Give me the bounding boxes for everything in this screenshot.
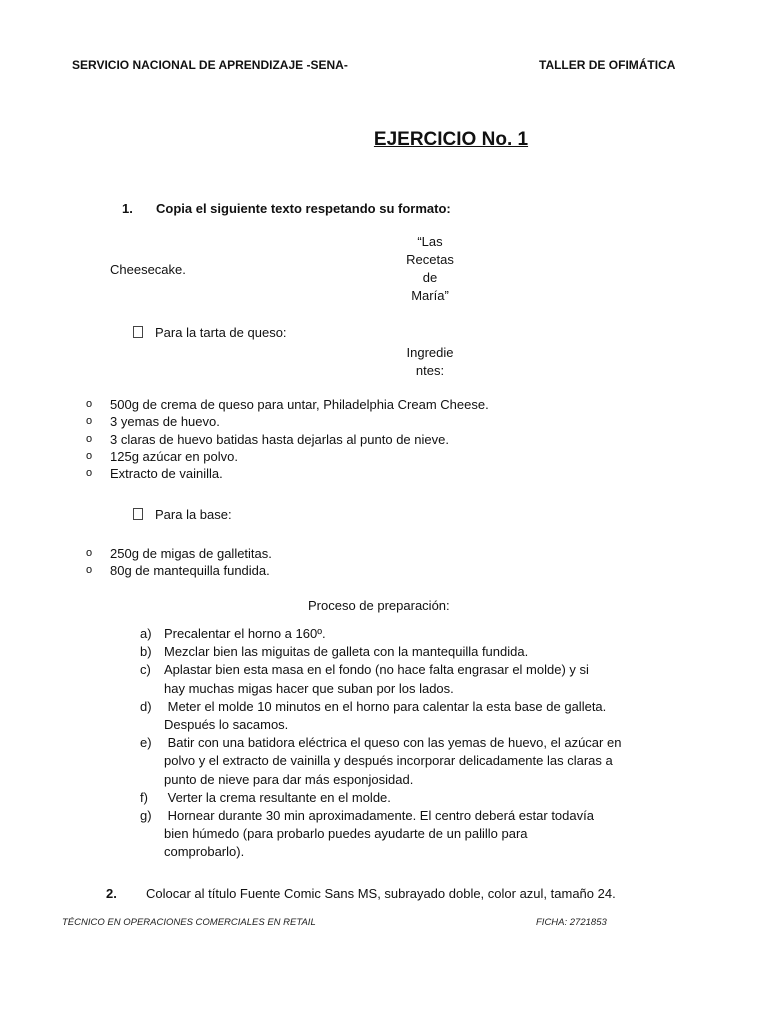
filling-heading-text: Para la tarta de queso:	[155, 325, 287, 340]
step-text: Batir con una batidora eléctrica el queso con las yemas de huevo, el azúcar en	[164, 735, 622, 751]
recipe-title-line: Recetas	[406, 252, 454, 267]
square-bullet-icon	[133, 508, 143, 520]
step-letter: e)	[140, 735, 152, 751]
question-2-text: Colocar al título Fuente Comic Sans MS, subrayado doble, color azul, tamaño 24.	[146, 886, 616, 901]
step-item	[140, 698, 621, 734]
question-2	[106, 886, 616, 901]
base-heading-text: Para la base:	[155, 507, 232, 522]
list-item	[86, 413, 489, 430]
circle-bullet-icon: o	[86, 398, 93, 410]
ingredients-label	[392, 344, 468, 380]
ingredients-line: ntes:	[415, 363, 445, 378]
list-item-text: 250g de migas de galletitas.	[110, 546, 272, 561]
step-item	[140, 789, 621, 807]
recipe-title	[392, 233, 468, 305]
question-1-text: Copia el siguiente texto respetando su formato:	[156, 201, 451, 216]
step-item	[140, 734, 621, 789]
step-letter: a)	[140, 626, 152, 641]
step-text: Precalentar el horno a 160º.	[164, 626, 326, 641]
list-item-text: 500g de crema de queso para untar, Philadelphia Cream Cheese.	[110, 397, 489, 412]
step-item	[140, 625, 621, 643]
step-text: Hornear durante 30 min aproximadamente. El centro deberá estar todavía	[164, 808, 594, 824]
base-ingredients-list	[86, 545, 272, 580]
step-text: polvo y el extracto de vainilla y después incorporar delicadamente las claras a	[164, 753, 613, 769]
base-heading	[133, 507, 232, 522]
circle-bullet-icon: o	[86, 564, 93, 577]
recipe-name: Cheesecake.	[110, 262, 186, 277]
preparation-steps	[140, 625, 621, 862]
header-left: SERVICIO NACIONAL DE APRENDIZAJE -SENA-	[72, 58, 348, 72]
process-heading: Proceso de preparación:	[308, 598, 450, 613]
step-text: Verter la crema resultante en el molde.	[164, 789, 391, 805]
list-item-text: 3 yemas de huevo.	[110, 414, 220, 430]
step-text: punto de nieve para dar más esponjosidad.	[164, 771, 414, 787]
list-item-text: 3 claras de huevo batidas hasta dejarlas al punto de nieve.	[110, 431, 449, 447]
circle-bullet-icon: o	[86, 449, 93, 462]
step-text: bien húmedo (para probarlo puedes ayudarte de un palillo para	[164, 826, 528, 842]
circle-bullet-icon: o	[86, 467, 93, 480]
list-item	[86, 545, 272, 562]
question-2-number: 2.	[106, 886, 117, 901]
step-letter: c)	[140, 662, 151, 678]
list-item	[86, 448, 489, 465]
list-item	[86, 396, 489, 413]
step-letter: g)	[140, 808, 152, 824]
recipe-title-line: de	[422, 270, 438, 285]
ingredients-line: Ingredie	[406, 345, 454, 360]
list-item	[86, 465, 489, 482]
step-text: Mezclar bien las miguitas de galleta con la mantequilla fundida.	[164, 644, 529, 660]
step-text: Meter el molde 10 minutos en el horno para calentar la esta base de galleta.	[164, 698, 607, 714]
step-text: hay muchas migas hacer que suban por los lados.	[164, 680, 454, 696]
list-item	[86, 431, 489, 448]
step-letter: b)	[140, 644, 152, 660]
list-item-text: Extracto de vainilla.	[110, 466, 223, 482]
list-item-text: 125g azúcar en polvo.	[110, 448, 238, 464]
footer-right: FICHA: 2721853	[536, 917, 607, 928]
square-bullet-icon	[133, 326, 143, 338]
circle-bullet-icon: o	[86, 432, 93, 445]
page-title: EJERCICIO No. 1	[373, 129, 529, 150]
step-text: comprobarlo).	[164, 844, 245, 860]
header-right: TALLER DE OFIMÁTICA	[539, 58, 676, 72]
recipe-title-line: María”	[411, 288, 449, 303]
step-item	[140, 661, 621, 697]
question-1-number: 1.	[122, 201, 133, 216]
footer-left: TÉCNICO EN OPERACIONES COMERCIALES EN RETAIL	[62, 917, 316, 928]
step-text: Aplastar bien esta masa en el fondo (no hace falta engrasar el molde) y si	[164, 662, 589, 678]
question-1	[122, 201, 451, 216]
list-item	[86, 562, 272, 579]
circle-bullet-icon: o	[86, 547, 93, 559]
recipe-title-line: “Las	[417, 234, 443, 249]
circle-bullet-icon: o	[86, 415, 93, 428]
step-item	[140, 643, 621, 661]
step-letter: f)	[140, 789, 148, 805]
step-item	[140, 807, 621, 862]
list-item-text: 80g de mantequilla fundida.	[110, 563, 270, 579]
step-text: Después lo sacamos.	[164, 717, 289, 733]
step-letter: d)	[140, 698, 152, 714]
filling-heading	[133, 325, 287, 340]
filling-ingredients-list	[86, 396, 489, 482]
